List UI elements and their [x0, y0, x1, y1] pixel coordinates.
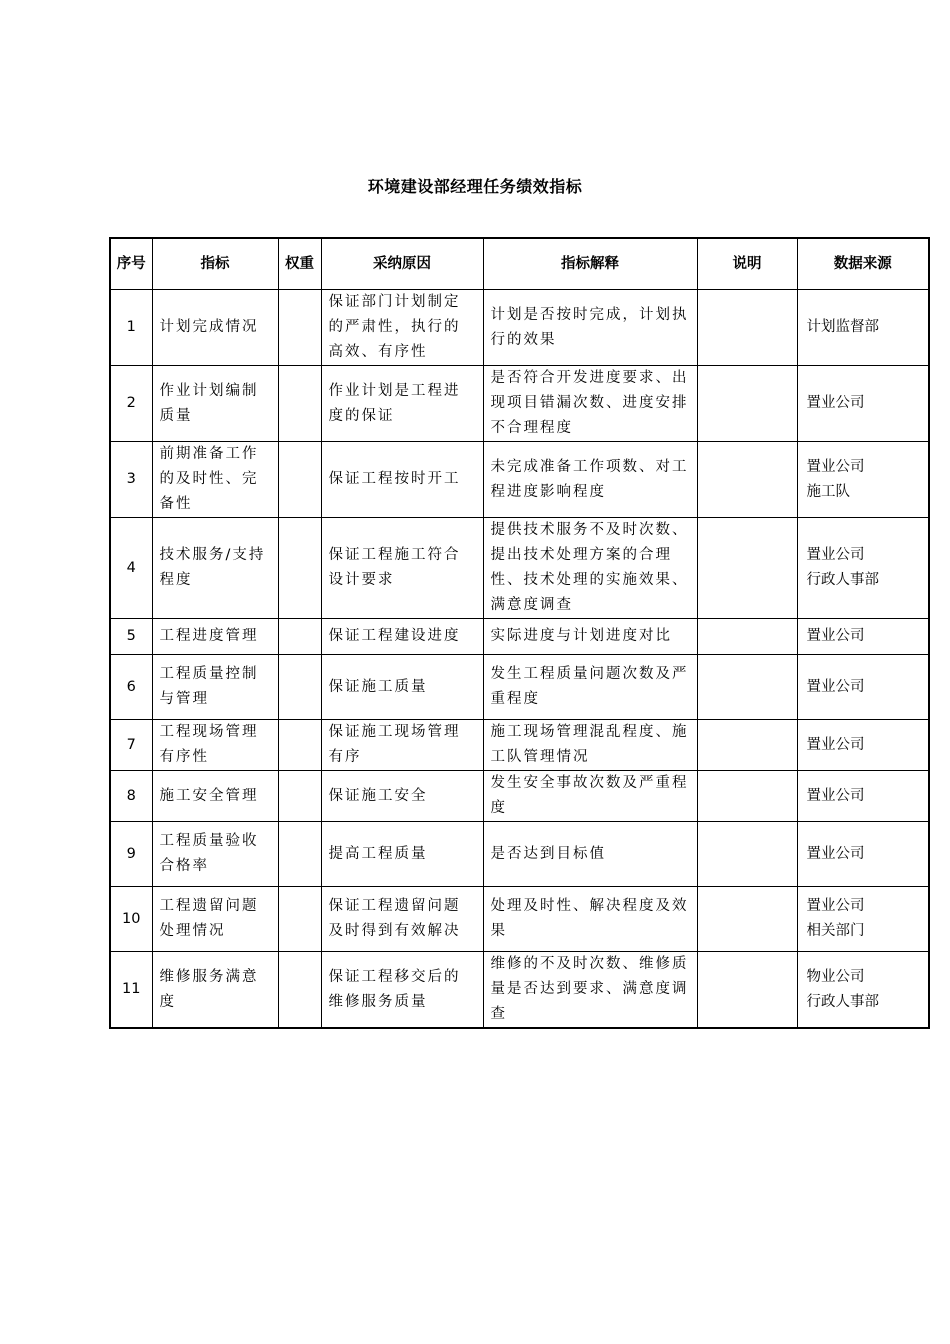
- cell-seq: 8: [110, 771, 152, 822]
- cell-indicator: 工程质量验收合格率: [152, 822, 278, 887]
- cell-explanation: 发生安全事故次数及严重程度: [483, 771, 697, 822]
- cell-weight: [278, 290, 321, 366]
- cell-note: [697, 619, 797, 655]
- cell-seq: 7: [110, 720, 152, 771]
- cell-reason: 作业计划是工程进度的保证: [321, 366, 483, 442]
- kpi-table: [109, 237, 930, 1029]
- cell-seq: 5: [110, 619, 152, 655]
- header-weight: 权重: [278, 238, 321, 290]
- cell-indicator: 技术服务/支持程度: [152, 518, 278, 619]
- cell-note: [697, 518, 797, 619]
- cell-source: 置业公司 行政人事部: [797, 518, 929, 619]
- cell-explanation: 是否达到目标值: [483, 822, 697, 887]
- header-indicator: 指标: [152, 238, 278, 290]
- header-note: 说明: [697, 238, 797, 290]
- cell-explanation: 实际进度与计划进度对比: [483, 619, 697, 655]
- cell-reason: 保证工程遗留问题及时得到有效解决: [321, 887, 483, 952]
- cell-indicator: 工程遗留问题处理情况: [152, 887, 278, 952]
- cell-seq: 11: [110, 952, 152, 1029]
- cell-explanation: 处理及时性、解决程度及效果: [483, 887, 697, 952]
- table-row: [110, 290, 929, 366]
- cell-source: 置业公司: [797, 822, 929, 887]
- cell-explanation: 未完成准备工作项数、对工程进度影响程度: [483, 442, 697, 518]
- cell-reason: 保证施工质量: [321, 655, 483, 720]
- table-row: [110, 619, 929, 655]
- cell-source: 置业公司: [797, 366, 929, 442]
- cell-seq: 1: [110, 290, 152, 366]
- cell-source: 置业公司: [797, 655, 929, 720]
- table-row: [110, 518, 929, 619]
- cell-indicator: 工程进度管理: [152, 619, 278, 655]
- cell-note: [697, 822, 797, 887]
- cell-reason: 保证工程按时开工: [321, 442, 483, 518]
- cell-weight: [278, 619, 321, 655]
- cell-source: 物业公司 行政人事部: [797, 952, 929, 1029]
- cell-weight: [278, 720, 321, 771]
- cell-explanation: 提供技术服务不及时次数、提出技术处理方案的合理性、技术处理的实施效果、满意度调查: [483, 518, 697, 619]
- cell-reason: 保证工程施工符合设计要求: [321, 518, 483, 619]
- header-explanation: 指标解释: [483, 238, 697, 290]
- cell-seq: 4: [110, 518, 152, 619]
- cell-indicator: 维修服务满意度: [152, 952, 278, 1029]
- cell-indicator: 作业计划编制质量: [152, 366, 278, 442]
- cell-note: [697, 952, 797, 1029]
- page-title: 环境建设部经理任务绩效指标: [367, 177, 583, 196]
- table-body: [110, 290, 929, 1029]
- cell-seq: 6: [110, 655, 152, 720]
- cell-seq: 3: [110, 442, 152, 518]
- table-row: [110, 771, 929, 822]
- cell-reason: 保证工程移交后的维修服务质量: [321, 952, 483, 1029]
- cell-source: 置业公司: [797, 720, 929, 771]
- cell-weight: [278, 887, 321, 952]
- header-source: 数据来源: [797, 238, 929, 290]
- table-row: [110, 952, 929, 1029]
- cell-reason: 提高工程质量: [321, 822, 483, 887]
- cell-source: 置业公司 相关部门: [797, 887, 929, 952]
- cell-source: 计划监督部: [797, 290, 929, 366]
- cell-explanation: 计划是否按时完成，计划执行的效果: [483, 290, 697, 366]
- table-row: [110, 887, 929, 952]
- cell-source: 置业公司: [797, 619, 929, 655]
- cell-indicator: 施工安全管理: [152, 771, 278, 822]
- cell-reason: 保证部门计划制定的严肃性，执行的高效、有序性: [321, 290, 483, 366]
- cell-source: 置业公司: [797, 771, 929, 822]
- cell-note: [697, 290, 797, 366]
- table-row: [110, 366, 929, 442]
- table-row: [110, 822, 929, 887]
- cell-indicator: 计划完成情况: [152, 290, 278, 366]
- cell-explanation: 施工现场管理混乱程度、施工队管理情况: [483, 720, 697, 771]
- cell-note: [697, 771, 797, 822]
- table-header-row: [110, 238, 929, 290]
- cell-reason: 保证工程建设进度: [321, 619, 483, 655]
- header-reason: 采纳原因: [321, 238, 483, 290]
- table-row: [110, 655, 929, 720]
- cell-note: [697, 887, 797, 952]
- cell-weight: [278, 442, 321, 518]
- cell-explanation: 是否符合开发进度要求、出现项目错漏次数、进度安排不合理程度: [483, 366, 697, 442]
- cell-indicator: 前期准备工作的及时性、完备性: [152, 442, 278, 518]
- cell-note: [697, 720, 797, 771]
- cell-weight: [278, 366, 321, 442]
- cell-note: [697, 442, 797, 518]
- cell-indicator: 工程质量控制与管理: [152, 655, 278, 720]
- header-seq: 序号: [110, 238, 152, 290]
- cell-explanation: 维修的不及时次数、维修质量是否达到要求、满意度调查: [483, 952, 697, 1029]
- cell-indicator: 工程现场管理有序性: [152, 720, 278, 771]
- cell-note: [697, 655, 797, 720]
- cell-weight: [278, 518, 321, 619]
- cell-weight: [278, 655, 321, 720]
- table-row: [110, 442, 929, 518]
- cell-note: [697, 366, 797, 442]
- cell-seq: 2: [110, 366, 152, 442]
- cell-weight: [278, 771, 321, 822]
- cell-source: 置业公司 施工队: [797, 442, 929, 518]
- cell-reason: 保证施工安全: [321, 771, 483, 822]
- cell-seq: 10: [110, 887, 152, 952]
- cell-weight: [278, 952, 321, 1029]
- cell-weight: [278, 822, 321, 887]
- table-row: [110, 720, 929, 771]
- cell-explanation: 发生工程质量问题次数及严重程度: [483, 655, 697, 720]
- cell-seq: 9: [110, 822, 152, 887]
- cell-reason: 保证施工现场管理有序: [321, 720, 483, 771]
